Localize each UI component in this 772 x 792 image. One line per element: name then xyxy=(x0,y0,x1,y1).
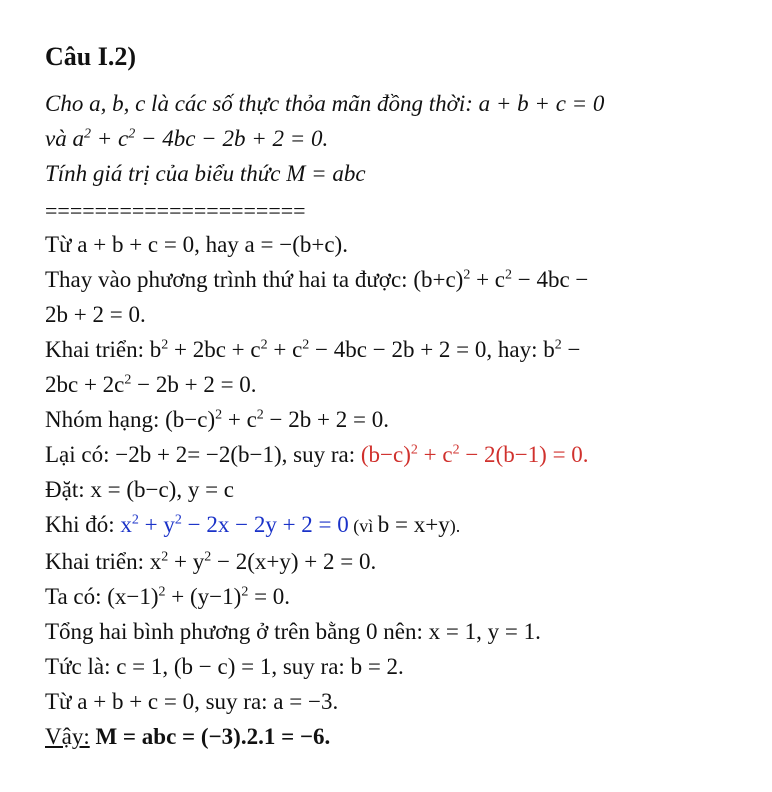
problem-title: Câu I.2) xyxy=(45,42,137,71)
text: b = x+y xyxy=(377,512,450,537)
separator: ===================== xyxy=(45,198,306,223)
text: + y xyxy=(168,549,205,574)
text: − 2b + 2 = 0. xyxy=(131,372,257,397)
exponent: 2 xyxy=(131,512,139,528)
final-answer: M = abc = (−3).2.1 = −6. xyxy=(89,724,331,749)
text: (b−c) xyxy=(360,442,411,467)
exponent: 2 xyxy=(410,442,418,458)
solution-line-13: Tức là: c = 1, (b − c) = 1, suy ra: b = 2. xyxy=(45,654,404,679)
solution-line-8: Đặt: x = (b−c), y = c xyxy=(45,477,234,502)
text: − 2x − 2y + 2 = 0 xyxy=(181,512,349,537)
exponent: 2 xyxy=(128,126,136,142)
exponent: 2 xyxy=(161,337,169,353)
solution-line-7 xyxy=(45,437,760,472)
exponent: 2 xyxy=(256,407,264,423)
text: Nhóm hạng: (b−c) xyxy=(45,407,216,432)
text: + (y−1) xyxy=(165,584,242,609)
exponent: 2 xyxy=(505,267,512,283)
text: Ta có: (x−1) xyxy=(45,584,159,609)
solution-line-3: 2b + 2 = 0. xyxy=(45,302,146,327)
text: + c xyxy=(417,442,453,467)
text: Thay vào phương trình thứ hai ta được: (b+c) xyxy=(45,267,464,292)
text: Khai triển: x xyxy=(45,549,162,574)
text: + c xyxy=(267,337,303,362)
text: − 4bc − xyxy=(512,267,589,292)
text: Khai triển: b xyxy=(45,337,162,362)
exponent: 2 xyxy=(302,337,310,353)
problem-line-1: Cho a, b, c là các số thực thỏa mãn đồng thời: a + b + c = 0 xyxy=(45,91,605,116)
text: = 0. xyxy=(248,584,291,609)
note-open: (vì xyxy=(348,516,378,536)
problem-line-3: Tính giá trị của biểu thức M = abc xyxy=(45,161,366,186)
text: + c xyxy=(90,126,129,151)
text: − 2b + 2 = 0. xyxy=(263,407,389,432)
text: Lại có: −2b + 2= −2(b−1), suy ra: xyxy=(45,442,361,467)
solution-line-2 xyxy=(45,262,760,297)
exponent: 2 xyxy=(158,584,166,600)
text: + c xyxy=(470,267,505,292)
exponent: 2 xyxy=(452,442,460,458)
solution-line-11 xyxy=(45,579,760,614)
exponent: 2 xyxy=(554,337,562,353)
problem-line-2 xyxy=(45,121,760,156)
solution-line-10 xyxy=(45,544,760,579)
solution-line-6 xyxy=(45,402,760,437)
exponent: 2 xyxy=(83,126,91,142)
text: + 2bc + c xyxy=(168,337,261,362)
exponent: 2 xyxy=(204,549,212,565)
highlighted-equation xyxy=(361,442,589,467)
text: 2bc + 2c xyxy=(45,372,125,397)
text: − 4bc − 2b + 2 = 0, hay: b xyxy=(309,337,555,362)
text: − 4bc − 2b + 2 = 0. xyxy=(135,126,329,151)
exponent: 2 xyxy=(215,407,223,423)
solution-line-12: Tổng hai bình phương ở trên bằng 0 nên: x = 1, y = 1. xyxy=(45,619,541,644)
solution-line-5 xyxy=(45,367,760,402)
highlighted-equation xyxy=(120,512,348,537)
solution-line-1: Từ a + b + c = 0, hay a = −(b+c). xyxy=(45,232,348,257)
note-close: ). xyxy=(449,516,461,536)
solution-line-4 xyxy=(45,332,760,367)
exponent: 2 xyxy=(260,337,268,353)
text: + y xyxy=(138,512,175,537)
text: Khi đó: xyxy=(45,512,121,537)
exponent: 2 xyxy=(174,512,182,528)
document xyxy=(45,40,760,754)
text: và a xyxy=(45,126,84,151)
exponent: 2 xyxy=(241,584,249,600)
conclusion-line xyxy=(45,719,760,754)
text: − 2(x+y) + 2 = 0. xyxy=(211,549,377,574)
text: − xyxy=(561,337,581,362)
exponent: 2 xyxy=(463,267,471,283)
exponent: 2 xyxy=(124,372,132,388)
solution-line-9 xyxy=(45,507,760,544)
solution-line-14: Từ a + b + c = 0, suy ra: a = −3. xyxy=(45,689,339,714)
text: x xyxy=(120,512,132,537)
conclusion-label: Vậy: xyxy=(45,724,90,749)
exponent: 2 xyxy=(161,549,169,565)
text: + c xyxy=(222,407,257,432)
text: − 2(b−1) = 0. xyxy=(459,442,589,467)
